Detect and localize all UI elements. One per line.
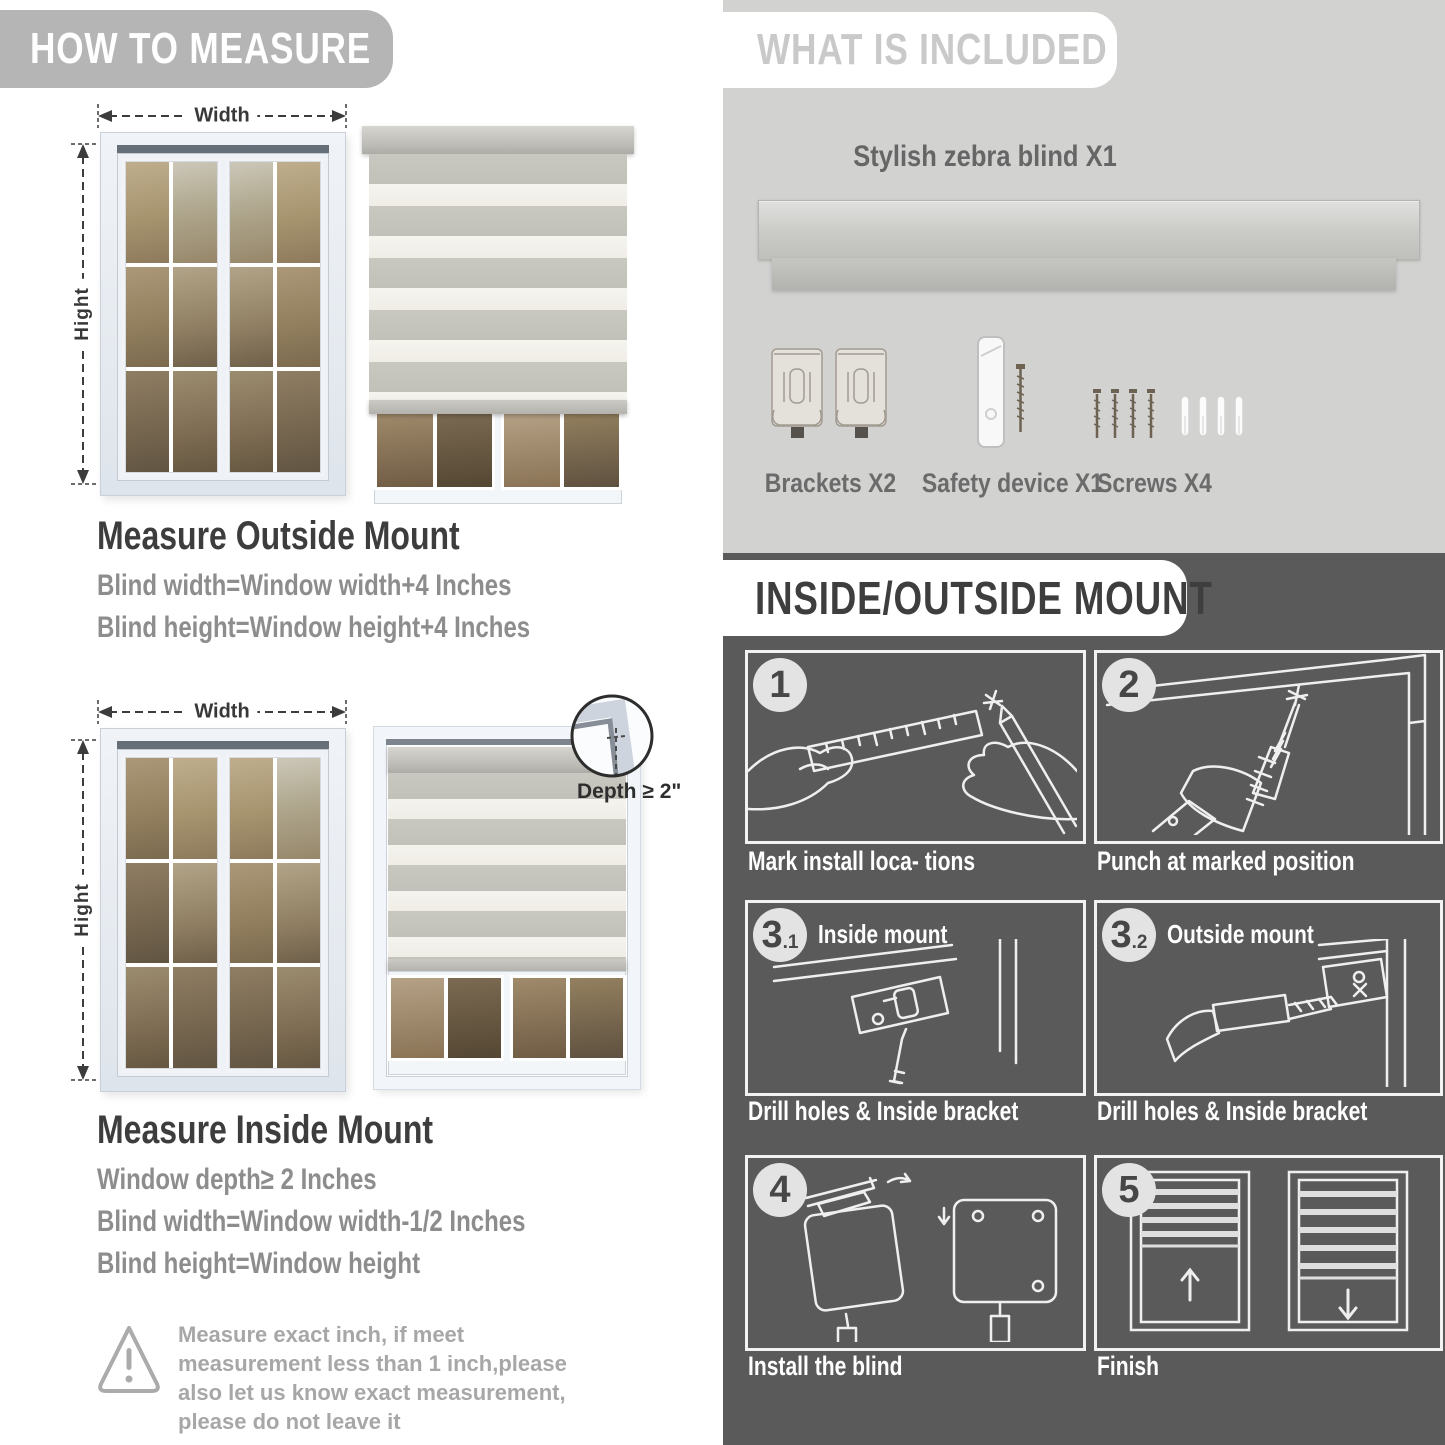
blind-bottom-rail xyxy=(388,959,626,971)
window-under-blind xyxy=(388,971,626,1075)
step-5-panel xyxy=(1094,1155,1443,1351)
step-1-panel xyxy=(745,650,1086,844)
blind-roll-image xyxy=(772,258,1396,290)
step-3-2-panel xyxy=(1094,900,1443,1096)
product-label: Stylish zebra blind X1 xyxy=(853,140,1117,173)
step-4-caption: Install the blind xyxy=(748,1351,903,1381)
step-4-panel xyxy=(745,1155,1086,1351)
window-top-rail xyxy=(117,145,329,153)
safety-device-image xyxy=(972,334,1034,454)
outside-mount-window-photo xyxy=(100,132,346,496)
step-5-caption: Finish xyxy=(1097,1351,1160,1381)
what-is-included-header-bar xyxy=(723,12,1117,88)
brackets-label: Brackets X2 xyxy=(764,468,897,498)
step-3-2-badge: 3 .2 xyxy=(1102,908,1156,962)
window-panes xyxy=(117,153,329,481)
step-3-2-title: Outside mount xyxy=(1167,919,1314,949)
step-4-badge: 4 xyxy=(753,1163,807,1217)
step-3-1-badge: 3 .1 xyxy=(753,908,807,962)
window-under-blind xyxy=(374,406,622,504)
what-is-included-title: WHAT IS INCLUDED xyxy=(757,25,1108,74)
outside-width-formula: Blind width=Window width+4 Inches xyxy=(97,569,512,602)
step-3-1-title: Inside mount xyxy=(818,919,948,949)
outside-height-formula: Blind height=Window height+4 Inches xyxy=(97,611,531,644)
step-2-panel xyxy=(1094,650,1443,844)
height-label: Hight xyxy=(72,875,94,945)
blind-fabric xyxy=(369,154,627,400)
width-dimension-inside xyxy=(95,700,349,724)
step-1-badge: 1 xyxy=(753,658,807,712)
blind-cassette xyxy=(362,126,634,154)
how-to-measure-header-bar xyxy=(0,10,393,88)
step-2-caption: Punch at marked position xyxy=(1097,846,1355,876)
height-dimension-inside xyxy=(70,736,96,1084)
depth-magnifier-detail xyxy=(566,690,658,782)
step-3-1-panel xyxy=(745,900,1086,1096)
window-top-rail xyxy=(117,741,329,749)
warning-triangle-icon xyxy=(96,1322,162,1394)
inside-depth-formula: Window depth≥ 2 Inches xyxy=(97,1163,377,1196)
width-label: Width xyxy=(186,105,257,128)
mount-guide-header-bar xyxy=(723,560,1213,636)
inside-mount-heading: Measure Inside Mount xyxy=(97,1108,434,1152)
mount-guide-title: INSIDE/OUTSIDE MOUNT xyxy=(755,572,1213,624)
inside-height-formula: Blind height=Window height xyxy=(97,1247,421,1280)
step-1-caption: Mark install loca- tions xyxy=(748,846,976,876)
safety-device-label: Safety device X1 xyxy=(921,468,1104,498)
outside-mount-heading: Measure Outside Mount xyxy=(97,514,460,558)
height-label: Hight xyxy=(72,279,94,349)
step-5-badge: 5 xyxy=(1102,1163,1156,1217)
width-dimension-outside xyxy=(95,104,349,128)
step-3-2-illustration xyxy=(1097,939,1434,1087)
step-3-1-caption: Drill holes & Inside bracket xyxy=(748,1096,1019,1126)
screws-label: Screws X4 xyxy=(1097,468,1212,498)
blind-bottom-rail xyxy=(369,400,627,414)
depth-label: Depth ≥ 2" xyxy=(577,780,682,803)
step-2-badge: 2 xyxy=(1102,658,1156,712)
measurement-warning-text: Measure exact inch, if meet measurement less than 1 inch,please also let us know exact measurement, please do not leave it xyxy=(178,1322,567,1435)
blind-headrail-image xyxy=(758,200,1420,260)
step-3-1-illustration xyxy=(748,939,1077,1087)
brackets-image xyxy=(770,342,890,444)
inside-width-formula: Blind width=Window width-1/2 Inches xyxy=(97,1205,526,1238)
height-dimension-outside xyxy=(70,140,96,488)
how-to-measure-title: HOW TO MEASURE xyxy=(30,24,372,73)
step-3-2-caption: Drill holes & Inside bracket xyxy=(1097,1096,1368,1126)
outside-mount-blind-photo xyxy=(362,116,634,504)
screws-image xyxy=(1085,386,1245,444)
width-label: Width xyxy=(186,701,257,724)
inside-mount-window-photo xyxy=(100,728,346,1092)
window-panes xyxy=(117,749,329,1077)
